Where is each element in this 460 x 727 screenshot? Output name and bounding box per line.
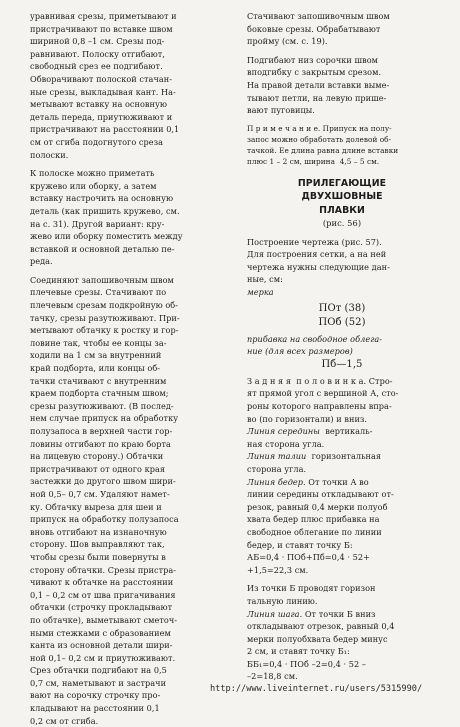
text-line: 2 см, и ставят точку Б₁: — [247, 646, 350, 657]
text-line: вают пуговицы. — [247, 105, 315, 116]
text-line: свободное облегание по линии — [247, 526, 382, 537]
text-line: Стачивают запошивочным швом — [247, 11, 390, 21]
note-line: П р и м е ч а н и е. Припуск на полу- — [247, 123, 392, 133]
right-column-top-text — [247, 10, 437, 117]
text-line: З а д н я я п о л о в и н к а. Стро- — [247, 375, 393, 386]
text-line: пройму (см. с. 19). — [247, 36, 328, 47]
text-line: резок, равный 0,4 мерки полуоб — [247, 501, 388, 512]
section-subtitle: (рис. 56) — [322, 218, 362, 229]
right-column — [247, 10, 437, 683]
text-line: ходили на 1 см за внутренний — [30, 350, 162, 361]
text-line: ловины отгибают по краю борта — [30, 438, 171, 449]
text-line: тачку, срезы разутюживают. При- — [30, 312, 180, 323]
text-line: Соединяют запошивочным швом — [30, 274, 174, 285]
text-line: ной 0,1– 0,2 см и приутюживают. — [30, 652, 176, 663]
allowance-value: Пб—1,5 — [321, 358, 363, 370]
left-column — [30, 10, 228, 727]
text-line: полузапоса в верхней части гор- — [30, 426, 173, 436]
text-line: пристрачивают по вставке швом — [30, 23, 173, 34]
footer-url: http://www.liveinternet.ru/users/5315990/ — [210, 684, 423, 694]
section-title: ПРИЛЕГАЮЩИЕ ДВУХШОВНЫЕ ПЛАВКИ — [297, 177, 387, 216]
text-line: мерки полуобхвата бедер минус — [247, 633, 388, 644]
text-line: Линия шага. От точки Б вниз — [247, 608, 376, 619]
text-line: свободный срез ее подгибают. — [30, 61, 163, 72]
text-line: сторону. Шов выправляют так, — [30, 539, 165, 550]
text-line: пристрачивают от одного края — [30, 463, 166, 474]
text-line: срезы разутюживают. (В послед- — [30, 400, 174, 411]
text-line: вновь отгибают на изнаночную — [30, 526, 167, 537]
text-line: чертежа нужны следующие дан- — [247, 261, 390, 272]
text-line: ку. Обтачку выреза для шеи и — [30, 501, 162, 512]
text-line: чивают к обтачке на расстоянии — [30, 577, 174, 588]
text-line: вподгибку с закрытым срезом. — [247, 67, 382, 78]
text-line: тальную линию. — [247, 595, 318, 606]
text-line: кружево или оборку, а затем — [30, 180, 157, 191]
text-line: Линия бедер. От точки А во — [247, 476, 369, 487]
text-line: Линия середины вертикаль- — [247, 426, 373, 437]
text-line: канта из основной детали шири- — [30, 640, 173, 651]
note-line: плюс 1 – 2 см, ширина 4,5 – 5 см. — [247, 157, 380, 167]
text-line: деталь переда, приутюживают и — [30, 111, 173, 122]
text-line: ные срезы, выкладывая кант. На- — [30, 86, 176, 97]
text-line: деталь (как пришить кружево, см. — [30, 205, 180, 216]
text-line: хвата бедер плюс прибавка на — [247, 514, 380, 525]
text-line: ными стежками с образованием — [30, 627, 171, 638]
allowance-label-2: ние (для всех размеров) — [247, 346, 353, 357]
text-line: –2=18,8 см. — [247, 671, 298, 682]
text-line: сторону обтачки. Срезы пристра- — [30, 564, 177, 575]
text-line: ная сторона угла. — [247, 438, 325, 449]
text-line: Построение чертежа (рис. 57). — [247, 236, 382, 247]
text-line: вают на сорочку строчку про- — [30, 690, 161, 701]
measure-pot: ПОт (38) — [318, 302, 366, 314]
text-line: застежки до другого швом шири- — [30, 476, 176, 487]
text-line: сторона угла. — [247, 463, 307, 474]
note-block — [247, 123, 437, 168]
text-line: Линия талии горизонтальная — [247, 451, 382, 462]
text-line: Из точки Б проводят горизон — [247, 583, 376, 594]
note-line: тачкой. Ее длина равна длине вставки — [247, 146, 399, 156]
text-line: вставку настрочить на основную — [30, 193, 174, 204]
text-line: шириной 0,8 –1 см. Срезы под- — [30, 36, 165, 47]
text-line: край подборта, или концы об- — [30, 363, 161, 374]
text-line: +1,5=22,3 см. — [247, 564, 309, 575]
text-line: полоски. — [30, 149, 69, 160]
text-line: ной 0,5– 0,7 см. Удаляют намет- — [30, 488, 170, 499]
text-line: откладывают отрезок, равный 0,4 — [247, 621, 395, 632]
back-half-construction — [247, 375, 437, 683]
text-line: метывают вставку на основную — [30, 99, 167, 110]
text-line: на лицевую сторону.) Обтачки — [30, 451, 164, 462]
text-line: по обтачке), выметывают сметоч- — [30, 614, 178, 625]
text-line: обтачки (строчку прокладывают — [30, 602, 173, 613]
text-line: ББ₁=0,4 · ПОб –2=0,4 · 52 – — [247, 658, 366, 669]
text-line: нем случае припуск на обработку — [30, 413, 179, 424]
text-line: краем подборта стачным швом; — [30, 388, 169, 399]
allowance-label-1: прибавка на свободное облега- — [247, 333, 383, 344]
text-line: боковые срезы. Обрабатывают — [247, 23, 381, 34]
text-line: 0,7 см, наметывают и застрачи — [30, 677, 167, 688]
text-line: на с. 31). Другой вариант: кру- — [30, 218, 165, 229]
text-line: метывают обтачку к ростку и гор- — [30, 325, 179, 336]
text-line: Для построения сетки, а на ней — [247, 249, 387, 260]
text-line: Срез обтачки подгибают на 0,5 — [30, 665, 167, 676]
text-line: кладывают на расстоянии 0,1 — [30, 703, 160, 714]
text-line: бедер, и ставят точку Б: — [247, 539, 353, 550]
note-line: запос можно обработать долевой об- — [247, 134, 392, 144]
text-line: ловине так, чтобы ее концы за- — [30, 337, 167, 348]
measure-pob: ПОб (52) — [318, 316, 366, 328]
text-line: мерка — [247, 287, 274, 298]
text-line: плечевым срезам подкройную об- — [30, 300, 179, 311]
text-line: К полоске можно приметать — [30, 168, 155, 179]
text-line: тывают петли, на левую прише- — [247, 92, 387, 103]
text-line: равнивают. Полоску отгибают, — [30, 48, 165, 59]
text-line: роны которого направлены впра- — [247, 401, 392, 411]
text-line: Подгибают низ сорочки швом — [247, 54, 379, 65]
text-line: ят прямой угол с вершиной А, сто- — [247, 388, 399, 399]
text-line: АБ=0,4 · ПОб+Пб=0,4 · 52+ — [247, 552, 370, 563]
text-line: реда. — [30, 256, 53, 267]
text-line: жево или оборку поместить между — [30, 231, 183, 242]
text-line: линии середины откладывают от- — [247, 489, 394, 500]
text-line: пристрачивают на расстоянии 0,1 — [30, 124, 180, 135]
text-line: тачки стачивают с внутренним — [30, 375, 167, 386]
construction-intro — [247, 236, 437, 299]
text-line: плечевые срезы. Стачивают по — [30, 287, 167, 298]
text-line: см от сгиба подогнутого среза — [30, 136, 164, 147]
text-line: ные, см: — [247, 274, 283, 285]
text-line: вставкой и основной деталью пе- — [30, 243, 175, 254]
text-line: во (по горизонтали) и вниз. — [247, 413, 368, 424]
text-line: 0,1 – 0,2 см от шва пригачивания — [30, 589, 176, 600]
text-line: уравнивая срезы, приметывают и — [30, 11, 177, 21]
text-line: На правой детали вставки выме- — [247, 79, 390, 90]
text-line: припуск на обработку полузапоса — [30, 514, 179, 525]
text-line: Обворачивают полоской стачан- — [30, 73, 173, 84]
text-line: чтобы срезы были повернуты в — [30, 551, 166, 562]
text-line: 0,2 см от сгиба. — [30, 715, 99, 726]
